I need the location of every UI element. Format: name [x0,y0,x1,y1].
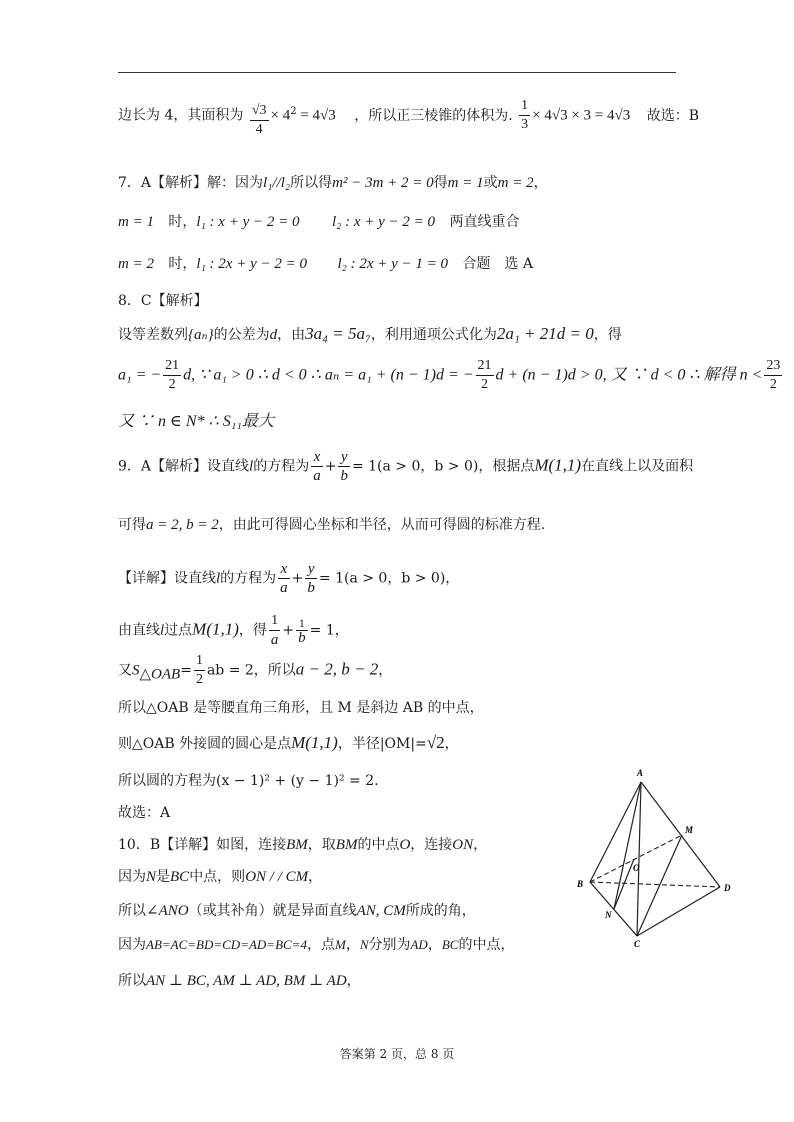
p9-point: M(1,1) [192,619,239,639]
p7-line-2 [118,211,519,231]
label-a: A [637,768,644,778]
p7-case-m1: m = 1 [118,214,154,230]
p6-volume-value: × 4√3 × 3 = 4√3 [532,107,631,124]
segment-an [614,782,641,909]
p7-text: 得 [433,175,448,191]
p7-text: 或 [483,175,498,191]
p10-head: 10．B【详解】如图，连接 [118,837,287,853]
p10-text: ， [346,973,361,989]
p9-point: M(1,1) [534,455,582,475]
p7-l1-eq: l₁ : x + y − 2 = 0 [196,214,300,230]
p8-formula: 2a₁ + 21d = 0 [496,324,594,343]
p10-text: 的中点 [357,837,400,853]
p8-d: d [269,327,278,343]
p10-text: ，取 [307,837,336,853]
p10-o: O [399,837,411,853]
tetrahedron-figure [570,765,740,950]
p9-plus: + [324,458,337,475]
p10-ad: AD [410,937,428,952]
p10-text: （或其补角）就是异面直线 [188,903,357,919]
p9-frac-y-b: $\frac{y}{b}$ [340,449,348,484]
p10-lines: AN, CM [356,903,406,919]
p9-values: a = 2, b = 2 [146,517,219,533]
p7-text: 时， [168,214,197,230]
p6-answer: 故选：B [646,107,699,124]
label-b: B [577,879,584,889]
p10-bm: BM [335,837,358,853]
p10-text: 中点，则 [189,869,246,885]
p8-derivation: d, ∵ a₁ > 0 ∴ d < 0 ∴ aₙ = a₁ + (n − 1)d = − [183,366,474,384]
p9-text: = 1(a > 0，b > 0)，根据点 [351,458,535,475]
p9-line-4 [118,612,349,649]
p10-parallel: ON / / CM [245,869,309,885]
p9-frac-1-2: $\frac{1}{2}$ [195,653,203,687]
p10-on: ON [452,837,474,853]
p9-line-7 [118,733,459,753]
p10-text: ，连接 [410,837,453,853]
p9-frac-1-b: $\frac{1}{b}$ [298,616,306,646]
p9-line-1 [118,448,693,485]
p10-text: 所成的角， [405,903,476,919]
p8-derivation-2: d + (n − 1)d > 0, 又 ∵ d < 0 ∴ 解得 n < [495,366,763,384]
p9-text: 则△OAB 外接圆的圆心是点 [118,736,292,752]
segment-cm [637,835,682,936]
p7-text: 时， [168,256,197,272]
p9-answer: 故选：A [118,805,171,821]
p9-text: 过点 [164,622,193,639]
p8-frac-21-2: $\frac{21}{2}$ [165,358,180,392]
segment-bm-hidden [590,835,682,882]
p6-frac-1-over-3: $\frac{1}{3}$ [521,98,529,132]
p9-line-2 [118,514,545,534]
p8-text: ，得 [593,327,622,343]
p9-plus: + [282,622,295,639]
p9-frac-x-a-2: $\frac{x}{a}$ [280,561,288,596]
p9-text: ，得 [238,622,267,639]
p10-text: 分别为 [368,937,411,953]
p9-text: ab = 2，所以 [206,662,296,679]
p10-text: ， [345,937,360,953]
p9-frac-1-a: $\frac{1}{a}$ [270,613,279,648]
p8-line-2 [118,357,784,394]
p9-radius: √2 [426,733,445,752]
p10-n: N [359,937,369,952]
p10-text: 的中点， [458,937,515,953]
p10-bc: BC [441,937,459,952]
p9-center: M(1,1) [291,733,338,752]
p9-line-5 [118,652,392,689]
p10-n: N [146,869,157,885]
p9-area-s: S [132,662,140,679]
p6-text: 边长为 4，其面积为 [118,107,244,124]
p10-edges: AB=AC=BD=CD=AD=BC=4 [146,937,307,952]
p7-head: 7．A【解析】解：因为 [118,175,264,191]
p9-head: 9．A【解析】设直线 [118,458,250,475]
p10-text: 因为 [118,937,146,953]
p7-l2-eq: l₂ : 2x + y − 1 = 0 [337,256,448,272]
p9-text: 的方程为 [220,570,277,587]
p8-line-3 [118,408,274,431]
p9-area-sub: △OAB [139,666,181,683]
p9-text: 可得 [118,517,146,533]
label-o: O [633,863,640,873]
p8-text: 设等差数列 [118,327,188,343]
p9-plus: + [291,570,304,587]
p7-line-3 [118,253,533,273]
p10-line-3 [118,900,476,920]
p10-bm: BM [286,837,308,853]
p10-angle: ∠ANO [146,903,189,919]
p10-text: 是 [156,869,171,885]
p9-l: l [160,622,165,639]
p8-text: ，利用通项公式化为 [370,327,497,343]
label-n: N [605,910,612,920]
p8-head: 8．C【解析】 [118,293,208,309]
p10-text: ， [308,869,323,885]
p6-volume-text: ，所以正三棱锥的体积为. [354,107,513,124]
p10-line-4 [118,934,514,954]
p9-text: 又 [118,662,132,679]
p9-frac-x-a: $\frac{x}{a}$ [313,449,321,484]
p8-sequence: {aₙ} [188,327,214,343]
p9-l: l [249,458,254,475]
p8-condition: 3a₄ = 5a₇ [305,324,371,343]
edge-bd-hidden [590,882,720,887]
p9-text: = 1， [309,622,349,639]
edge-ac [637,782,641,936]
p8-frac-21-2b: $\frac{21}{2}$ [477,358,492,392]
p7-text: 所以得 [290,175,333,191]
p7-text: ， [533,175,548,191]
p10-text: ， [473,837,488,853]
p7-parallel: l₁//l₂ [263,175,291,191]
p6-times: × 4 [270,107,291,124]
label-c: C [634,939,641,949]
p7-l2-eq: l₂ : x + y − 2 = 0 [331,214,435,230]
p10-text: ，点 [306,937,335,953]
p7-case-m2: m = 2 [118,256,154,272]
p7-m2: m = 2 [497,175,534,191]
edge-ad [641,782,720,887]
p9-text: ， [444,736,459,752]
p8-a1: a₁ = − [118,366,162,384]
p6-sup: 2 [290,105,297,117]
p10-perpendiculars: AN ⊥ BC, AM ⊥ AD, BM ⊥ AD [146,973,347,989]
p10-m: M [334,937,346,952]
p7-equation: m² − 3m + 2 = 0 [332,175,434,191]
label-d: D [724,883,731,893]
p9-line-3 [118,560,459,597]
p10-line-5 [118,970,361,990]
p7-line-1 [118,172,548,192]
p9-detail-head: 【详解】设直线 [118,570,216,587]
p10-text: ， [427,937,442,953]
p10-text: 因为 [118,869,146,885]
p6-area-value: = 4√3 [296,107,336,124]
label-m: M [685,825,694,835]
p10-text: 所以 [118,973,146,989]
p9-line-6: 所以△OAB 是等腰直角三角形，且 M 是斜边 AB 的中点， [118,700,484,716]
p10-line-2 [118,866,322,886]
p9-l: l [216,570,221,587]
p8-frac-23-2: $\frac{23}{2}$ [766,358,781,392]
p9-text: ， [378,662,393,679]
p10-line-1 [118,834,487,854]
p6-line [118,92,699,139]
p9-result: a − 2, b − 2 [295,659,379,679]
p10-bc: BC [170,869,190,885]
p9-eq: = [180,662,192,679]
p7-l1-eq: l₁ : 2x + y − 2 = 0 [196,256,307,272]
p9-text: 由直线 [118,622,160,639]
p9-text: = 1(a > 0，b > 0)， [318,570,460,587]
p9-text: 在直线上以及面积 [581,458,694,475]
p7-conclusion: 两直线重合 [449,214,520,230]
header-rule [118,72,676,73]
p9-text: ，半径|OM|= [337,736,427,752]
p8-line-1 [118,324,622,344]
p9-line-8: 所以圆的方程为(x − 1)² + (y − 1)² = 2. [118,773,379,789]
p7-conclusion: 合题 选 A [462,256,534,272]
p9-text: ，由此可得圆心坐标和半径，从而可得圆的标准方程. [218,517,546,533]
p8-conclusion: 又 ∵ n ∈ N* ∴ S₁₁最大 [118,413,274,430]
p8-text: 的公差为 [213,327,270,343]
p7-m1: m = 1 [447,175,484,191]
p9-frac-y-b-2: $\frac{y}{b}$ [307,561,315,596]
page-footer: 答案第 2 页，总 8 页 [339,1047,455,1061]
p9-text: 的方程为 [253,458,310,475]
edge-bc [590,882,637,936]
p10-text: 所以 [118,903,146,919]
edge-cd [637,887,720,936]
p6-frac-sqrt3-over-4: $\frac{√3}{4}$ [251,103,267,137]
p8-text: ，由 [277,327,306,343]
